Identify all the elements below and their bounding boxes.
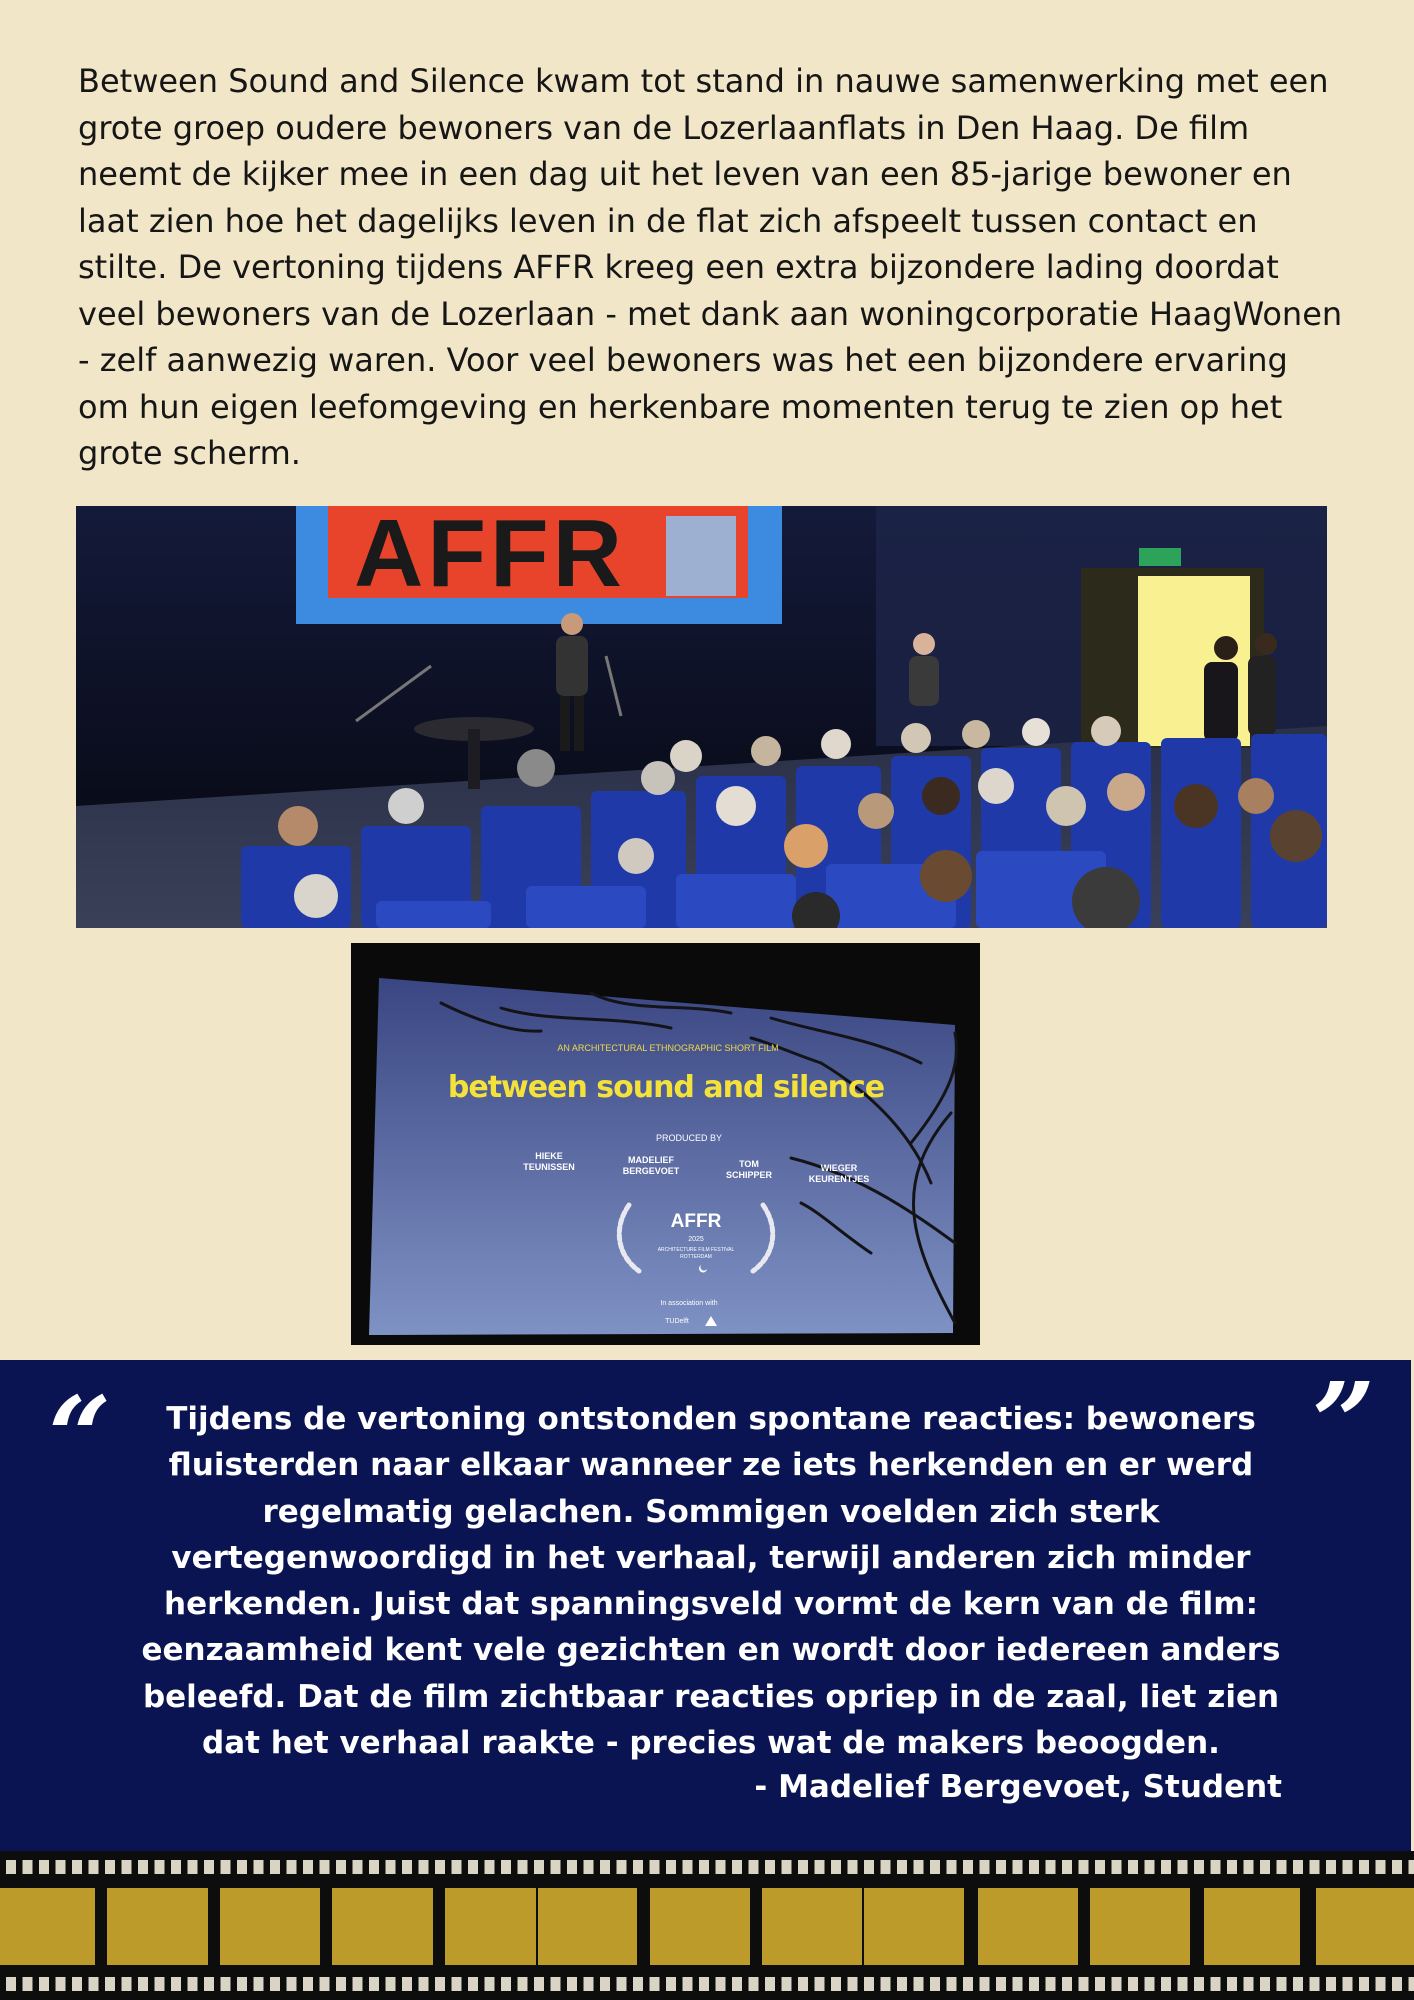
- sprocket-hole-top: [204, 1860, 214, 1874]
- sprocket-hole-bottom: [864, 1977, 874, 1991]
- sprocket-hole-bottom: [1359, 1977, 1369, 1991]
- sprocket-hole-top: [914, 1860, 924, 1874]
- sprocket-hole-top: [155, 1860, 165, 1874]
- sprocket-hole-bottom: [1128, 1977, 1138, 1991]
- sprocket-hole-bottom: [237, 1977, 247, 1991]
- sprocket-hole-top: [270, 1860, 280, 1874]
- sprocket-hole-bottom: [122, 1977, 132, 1991]
- sprocket-hole-top: [39, 1860, 49, 1874]
- still-tagline: AN ARCHITECTURAL ETHNOGRAPHIC SHORT FILM: [557, 1043, 779, 1053]
- sprocket-hole-top: [1260, 1860, 1270, 1874]
- sprocket-hole-top: [749, 1860, 759, 1874]
- producer-1-last: TEUNISSEN: [523, 1162, 575, 1172]
- sprocket-hole-bottom: [171, 1977, 181, 1991]
- sprocket-hole-top: [699, 1860, 709, 1874]
- sprocket-hole-bottom: [534, 1977, 544, 1991]
- sprocket-hole-bottom: [419, 1977, 429, 1991]
- sprocket-hole-top: [534, 1860, 544, 1874]
- sprocket-hole-top: [452, 1860, 462, 1874]
- sprocket-hole-top: [1029, 1860, 1039, 1874]
- sprocket-hole-top: [1392, 1860, 1402, 1874]
- film-frame: [1090, 1888, 1190, 1965]
- sprocket-hole-top: [1128, 1860, 1138, 1874]
- sprocket-hole-bottom: [914, 1977, 924, 1991]
- sprocket-hole-bottom: [1194, 1977, 1204, 1991]
- sprocket-hole-top: [6, 1860, 16, 1874]
- sprocket-hole-top: [23, 1860, 33, 1874]
- sprocket-hole-bottom: [633, 1977, 643, 1991]
- sprocket-hole-top: [1013, 1860, 1023, 1874]
- sprocket-hole-top: [1062, 1860, 1072, 1874]
- sprocket-hole-bottom: [1211, 1977, 1221, 1991]
- sprocket-hole-top: [666, 1860, 676, 1874]
- sprocket-hole-top: [237, 1860, 247, 1874]
- film-frame: [538, 1888, 637, 1965]
- laurel-line1: ARCHITECTURE FILM FESTIVAL: [657, 1247, 735, 1253]
- film-frame: [107, 1888, 208, 1965]
- laurel-year: 2025: [688, 1236, 704, 1243]
- sprocket-hole-bottom: [1145, 1977, 1155, 1991]
- film-frame: [0, 1888, 95, 1965]
- sprocket-hole-bottom: [435, 1977, 445, 1991]
- still-produced-by: PRODUCED BY: [655, 1133, 723, 1143]
- sprocket-hole-top: [1095, 1860, 1105, 1874]
- sprocket-hole-bottom: [683, 1977, 693, 1991]
- sprocket-hole-top: [1326, 1860, 1336, 1874]
- sprocket-hole-bottom: [452, 1977, 462, 1991]
- sprocket-hole-top: [963, 1860, 973, 1874]
- sprocket-hole-top: [1343, 1860, 1353, 1874]
- film-frame: [1316, 1888, 1414, 1965]
- screen-logo-text: AFFR: [354, 506, 626, 607]
- sprocket-hole-bottom: [204, 1977, 214, 1991]
- sprocket-hole-top: [336, 1860, 346, 1874]
- sprocket-hole-bottom: [782, 1977, 792, 1991]
- sprocket-hole-top: [848, 1860, 858, 1874]
- quote-text: Tijdens de vertoning ontstonden spontane reacties: bewoners fluisterden naar elkaar wanneer ze iets herkenden en er werd regelmatig gelachen. Sommigen voelden zich sterk vertegenwoordigd in het verhaal, terwijl anderen zich minder herkenden. Juist dat spanningsveld vormt de kern van de film: eenzaamheid kent vele gezichten en wordt door iedereen anders beleefd. Dat de film zichtbaar reacties opriep in de zaal, liet zien dat het verhaal raakte - precies wat de makers beoogden.: [141, 1401, 1281, 1762]
- sprocket-hole-bottom: [980, 1977, 990, 1991]
- sprocket-hole-bottom: [551, 1977, 561, 1991]
- sprocket-hole-top: [1376, 1860, 1386, 1874]
- sprocket-hole-top: [485, 1860, 495, 1874]
- sprocket-hole-top: [996, 1860, 1006, 1874]
- sprocket-hole-bottom: [1227, 1977, 1237, 1991]
- sprocket-hole-top: [56, 1860, 66, 1874]
- film-frame: [220, 1888, 320, 1965]
- sprocket-hole-bottom: [501, 1977, 511, 1991]
- producer-3-last: SCHIPPER: [725, 1170, 773, 1180]
- sprocket-hole-bottom: [6, 1977, 16, 1991]
- sprocket-hole-bottom: [270, 1977, 280, 1991]
- sprocket-hole-bottom: [105, 1977, 115, 1991]
- sprocket-hole-bottom: [287, 1977, 297, 1991]
- sprocket-hole-top: [1046, 1860, 1056, 1874]
- sprocket-hole-top: [798, 1860, 808, 1874]
- sprocket-hole-bottom: [468, 1977, 478, 1991]
- sprocket-hole-bottom: [831, 1977, 841, 1991]
- producer-1-first: HIEKE: [535, 1151, 563, 1161]
- sprocket-hole-top: [831, 1860, 841, 1874]
- sprocket-hole-bottom: [963, 1977, 973, 1991]
- sprocket-hole-bottom: [518, 1977, 528, 1991]
- laurel-name: AFFR: [670, 1211, 722, 1232]
- sprocket-hole-bottom: [947, 1977, 957, 1991]
- sprocket-hole-bottom: [485, 1977, 495, 1991]
- sprocket-hole-top: [320, 1860, 330, 1874]
- sprocket-hole-bottom: [72, 1977, 82, 1991]
- sprocket-hole-bottom: [699, 1977, 709, 1991]
- sprocket-hole-top: [1227, 1860, 1237, 1874]
- tudelft-logo: TUDelft: [665, 1318, 689, 1325]
- sprocket-hole-bottom: [138, 1977, 148, 1991]
- sprocket-hole-top: [1145, 1860, 1155, 1874]
- sprocket-hole-top: [72, 1860, 82, 1874]
- sprocket-hole-bottom: [1277, 1977, 1287, 1991]
- sprocket-hole-top: [1178, 1860, 1188, 1874]
- sprocket-hole-top: [468, 1860, 478, 1874]
- film-frame: [864, 1888, 964, 1965]
- sprocket-hole-bottom: [1293, 1977, 1303, 1991]
- sprocket-hole-top: [303, 1860, 313, 1874]
- sprocket-hole-top: [353, 1860, 363, 1874]
- sprocket-hole-top: [1194, 1860, 1204, 1874]
- producer-3-first: TOM: [739, 1159, 759, 1169]
- sprocket-hole-bottom: [1062, 1977, 1072, 1991]
- sprocket-hole-bottom: [1079, 1977, 1089, 1991]
- sprocket-hole-bottom: [617, 1977, 627, 1991]
- sprocket-hole-bottom: [815, 1977, 825, 1991]
- sprocket-hole-top: [815, 1860, 825, 1874]
- film-frame: [445, 1888, 536, 1965]
- sprocket-hole-top: [584, 1860, 594, 1874]
- sprocket-hole-top: [551, 1860, 561, 1874]
- open-quote-icon: “: [48, 1372, 112, 1501]
- sprocket-hole-bottom: [23, 1977, 33, 1991]
- sprocket-hole-top: [1079, 1860, 1089, 1874]
- sprocket-hole-bottom: [1310, 1977, 1320, 1991]
- producer-4-last: KEURENTJES: [808, 1174, 870, 1184]
- sprocket-hole-top: [386, 1860, 396, 1874]
- sprocket-hole-bottom: [89, 1977, 99, 1991]
- sprocket-hole-bottom: [39, 1977, 49, 1991]
- intro-paragraph: Between Sound and Silence kwam tot stand in nauwe samenwerking met een grote groep oudere bewoners van de Lozerlaanflats in Den Haag. De film neemt de kijker mee in een dag uit het leven van een 85-jarige bewoner en laat zien hoe het dagelijks leven in de flat zich afspeelt tussen contact en stilte. De vertoning tijdens AFFR kreeg een extra bijzondere lading doordat veel bewoners van de Lozerlaan - met dank aan woningcorporatie HaagWonen - zelf aanwezig waren. Voor veel bewoners was het een bijzondere ervaring om hun eigen leefomgeving en herkenbare momenten terug te zien op het grote scherm.: [78, 62, 1343, 472]
- sprocket-hole-top: [1277, 1860, 1287, 1874]
- sprocket-hole-top: [1409, 1860, 1414, 1874]
- quote-attribution: - Madelief Bergevoet, Student: [754, 1769, 1282, 1805]
- sprocket-hole-top: [1161, 1860, 1171, 1874]
- sprocket-hole-bottom: [1013, 1977, 1023, 1991]
- sprocket-hole-bottom: [798, 1977, 808, 1991]
- sprocket-hole-top: [782, 1860, 792, 1874]
- sprocket-hole-bottom: [336, 1977, 346, 1991]
- laurel-line2: ROTTERDAM: [680, 1254, 712, 1260]
- sprocket-hole-bottom: [930, 1977, 940, 1991]
- sprocket-hole-bottom: [1244, 1977, 1254, 1991]
- sprocket-hole-top: [1112, 1860, 1122, 1874]
- sprocket-hole-bottom: [1112, 1977, 1122, 1991]
- sprocket-hole-top: [732, 1860, 742, 1874]
- sprocket-hole-bottom: [1046, 1977, 1056, 1991]
- sprocket-hole-top: [567, 1860, 577, 1874]
- sprocket-hole-bottom: [353, 1977, 363, 1991]
- sprocket-hole-bottom: [303, 1977, 313, 1991]
- sprocket-hole-bottom: [881, 1977, 891, 1991]
- sprocket-hole-top: [765, 1860, 775, 1874]
- sprocket-hole-bottom: [320, 1977, 330, 1991]
- sprocket-hole-top: [171, 1860, 181, 1874]
- sprocket-hole-bottom: [1260, 1977, 1270, 1991]
- producer-2-last: BERGEVOET: [622, 1166, 680, 1176]
- sprocket-hole-top: [881, 1860, 891, 1874]
- film-frame: [978, 1888, 1078, 1965]
- still-title: between sound and silence: [447, 1070, 885, 1105]
- sprocket-hole-top: [1293, 1860, 1303, 1874]
- sprocket-hole-bottom: [386, 1977, 396, 1991]
- sprocket-hole-top: [1359, 1860, 1369, 1874]
- sprocket-hole-bottom: [221, 1977, 231, 1991]
- producer-2-first: MADELIEF: [628, 1155, 674, 1165]
- sprocket-hole-bottom: [897, 1977, 907, 1991]
- sprocket-hole-top: [501, 1860, 511, 1874]
- sprocket-hole-top: [716, 1860, 726, 1874]
- close-quote-icon: ”: [1312, 1358, 1376, 1487]
- sprocket-hole-bottom: [254, 1977, 264, 1991]
- sprocket-hole-bottom: [56, 1977, 66, 1991]
- sprocket-hole-bottom: [369, 1977, 379, 1991]
- sprocket-hole-bottom: [188, 1977, 198, 1991]
- sprocket-hole-bottom: [402, 1977, 412, 1991]
- sprocket-hole-bottom: [1095, 1977, 1105, 1991]
- sprocket-hole-bottom: [584, 1977, 594, 1991]
- sprocket-hole-top: [683, 1860, 693, 1874]
- film-still: [351, 943, 980, 1345]
- sprocket-hole-bottom: [650, 1977, 660, 1991]
- sprocket-hole-top: [1310, 1860, 1320, 1874]
- sprocket-hole-bottom: [600, 1977, 610, 1991]
- filmstrip-footer: [0, 1851, 1414, 2000]
- sprocket-hole-top: [188, 1860, 198, 1874]
- sprocket-hole-top: [287, 1860, 297, 1874]
- sprocket-hole-bottom: [1326, 1977, 1336, 1991]
- sprocket-hole-bottom: [765, 1977, 775, 1991]
- sprocket-hole-top: [650, 1860, 660, 1874]
- sprocket-hole-top: [1244, 1860, 1254, 1874]
- sprocket-hole-top: [105, 1860, 115, 1874]
- sprocket-hole-top: [1211, 1860, 1221, 1874]
- sprocket-hole-top: [402, 1860, 412, 1874]
- sprocket-hole-bottom: [1178, 1977, 1188, 1991]
- sprocket-hole-bottom: [1161, 1977, 1171, 1991]
- sprocket-hole-top: [897, 1860, 907, 1874]
- film-frame: [332, 1888, 433, 1965]
- sprocket-hole-bottom: [732, 1977, 742, 1991]
- sprocket-hole-top: [633, 1860, 643, 1874]
- sprocket-hole-bottom: [1376, 1977, 1386, 1991]
- film-frame: [650, 1888, 750, 1965]
- sprocket-hole-top: [600, 1860, 610, 1874]
- sprocket-hole-top: [221, 1860, 231, 1874]
- sprocket-hole-top: [947, 1860, 957, 1874]
- sprocket-hole-top: [122, 1860, 132, 1874]
- sprocket-hole-bottom: [996, 1977, 1006, 1991]
- sprocket-hole-bottom: [848, 1977, 858, 1991]
- quote-block: [0, 1360, 1411, 1851]
- sprocket-hole-bottom: [155, 1977, 165, 1991]
- sprocket-hole-bottom: [716, 1977, 726, 1991]
- sprocket-hole-top: [138, 1860, 148, 1874]
- sprocket-hole-top: [89, 1860, 99, 1874]
- sprocket-hole-top: [930, 1860, 940, 1874]
- sprocket-hole-bottom: [1029, 1977, 1039, 1991]
- sprocket-hole-bottom: [666, 1977, 676, 1991]
- sprocket-hole-top: [369, 1860, 379, 1874]
- sprocket-hole-top: [617, 1860, 627, 1874]
- sprocket-hole-bottom: [1409, 1977, 1414, 1991]
- film-frame: [762, 1888, 862, 1965]
- sprocket-hole-bottom: [1343, 1977, 1353, 1991]
- cinema-photo: [76, 506, 1327, 928]
- sprocket-hole-top: [419, 1860, 429, 1874]
- sprocket-hole-top: [254, 1860, 264, 1874]
- sprocket-hole-bottom: [1392, 1977, 1402, 1991]
- sprocket-hole-top: [518, 1860, 528, 1874]
- still-association: In association with: [660, 1300, 718, 1307]
- sprocket-hole-bottom: [749, 1977, 759, 1991]
- producer-4-first: WIEGER: [820, 1163, 858, 1173]
- sprocket-hole-top: [864, 1860, 874, 1874]
- film-frame: [1204, 1888, 1300, 1965]
- sprocket-hole-top: [435, 1860, 445, 1874]
- sprocket-hole-bottom: [567, 1977, 577, 1991]
- sprocket-hole-top: [980, 1860, 990, 1874]
